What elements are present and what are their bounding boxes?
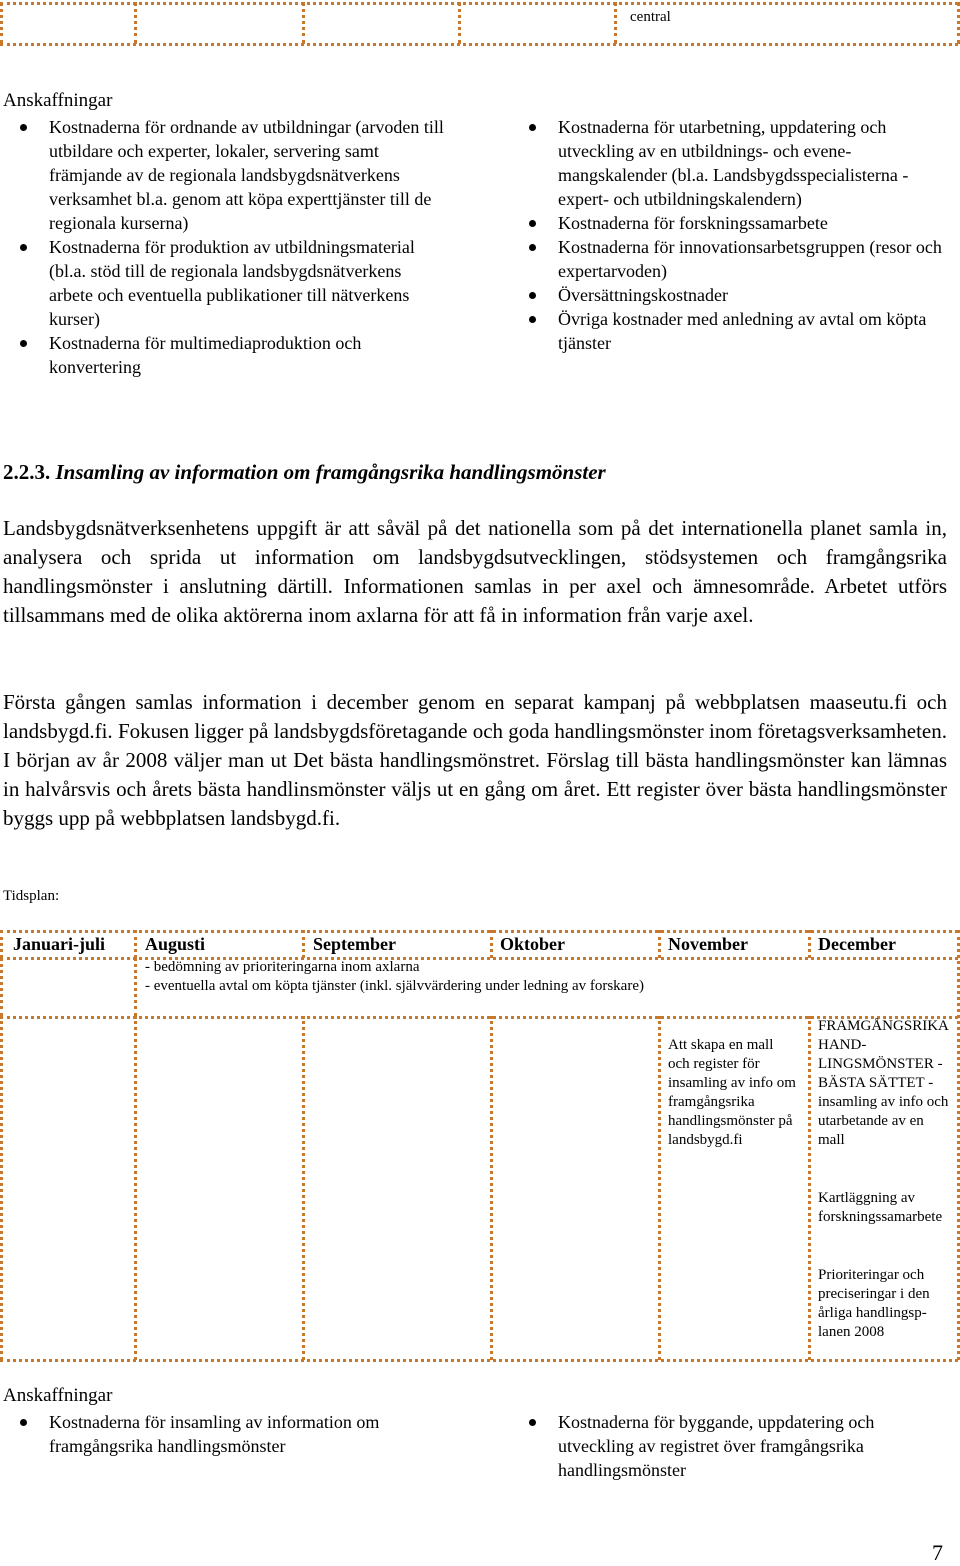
december-block-3: Prioriteringar och preciseringar i den årliga handlingsplanen 2008 — [818, 1267, 930, 1340]
month-september: September — [313, 934, 396, 954]
month-december: December — [818, 934, 896, 954]
section1-right-list — [509, 115, 949, 355]
list-item: Översättningskostnader — [509, 283, 949, 307]
table-border — [134, 957, 137, 1017]
table-border — [0, 930, 958, 933]
paragraph-1: Landsbygdsnätverksenhetens uppgift är att såväl på det nationella som på det internationella planet samla in, analysera och sprida ut information om landsbygdsutvecklingen, stödsystemen och framgångsrika handlingsmönster i anslutning därtill. Informationen samlas in per axel och ämnesområde. Arbetet utförs tillsammans med de olika aktörerna inom axlarna för att få in information från varje axel. — [3, 516, 947, 627]
december-block-1: FRAMGÅNGSRIKA HANDLINGSMÖNSTER - BÄSTA SÄTTET - insamling av info och utarbetande av en mall — [818, 1018, 949, 1148]
table-border — [658, 930, 661, 958]
section-title: Insamling av information om framgångsrika handlingsmönster — [55, 460, 606, 484]
table-border — [808, 930, 811, 958]
month-januari-juli: Januari-juli — [13, 934, 106, 954]
header-strip — [0, 0, 960, 46]
timeline-table — [0, 928, 960, 1364]
list-item: Övriga kostnader med anledning av avtal om köpta tjänster — [509, 307, 949, 355]
month-november: November — [668, 934, 748, 954]
section1-left-list — [0, 115, 445, 379]
table-border — [490, 930, 493, 958]
list-item: Kostnaderna för innovationsarbetsgruppen (resor och expertarvoden) — [509, 235, 949, 283]
table-border — [808, 1016, 811, 1360]
table-border — [0, 1016, 3, 1360]
header-divider — [0, 2, 3, 44]
month-augusti: Augusti — [145, 934, 206, 954]
table-border — [134, 930, 137, 958]
header-top-border — [0, 2, 958, 5]
table-border — [0, 957, 958, 960]
table-border — [0, 1016, 958, 1019]
list-item: Kostnaderna för forskningssamarbete — [509, 211, 949, 235]
paragraph-2: Första gången samlas information i december genom en separat kampanj på webbplatsen maaseutu.fi och landsbygd.fi. Fokusen ligger på landsbygdsföretagande och goda handlingsmönster inom företagsverksamheten. I början av år 2008 väljer man ut Det bästa handlingsmönstret. Förslag till bästa handlingsmönster kan lämnas in halvårsvis och årets bästa handlinsmönster väljs ut en gång om året. Ett register över bästa handlingsmönster byggs upp på webbplatsen landsbygd.fi. — [3, 690, 947, 830]
table-border — [658, 1016, 661, 1360]
table-border — [0, 957, 3, 1017]
list-item: Kostnaderna för insamling av information om framgångsrika handlingsmönster — [0, 1410, 445, 1458]
list-item: Kostnaderna för utarbetning, uppdatering och utveckling av en utbildnings- och evenemangskalender (bl.a. Landsbygdsspecialisterna - expert- och utbildningskalendern) — [509, 115, 949, 211]
list-item: Kostnaderna för byggande, uppdatering och utveckling av registret över framgångsrika handlingsmönster — [509, 1410, 949, 1482]
section-heading — [3, 460, 606, 485]
section1-title: Anskaffningar — [3, 90, 113, 111]
section3-title: Anskaffningar — [3, 1385, 113, 1406]
table-border — [490, 1016, 493, 1360]
november-cell: Att skapa en mall och register för insamling av info om framgångsrika handlingsmönster på landsbygd.fi — [668, 1037, 796, 1148]
header-divider — [302, 2, 305, 44]
section-number: 2.2.3. — [3, 460, 51, 484]
header-label: central — [630, 9, 671, 25]
table-border — [134, 1016, 137, 1360]
header-divider — [614, 2, 617, 44]
section3-right-list — [509, 1410, 949, 1482]
note-line-2: - eventuella avtal om köpta tjänster (inkl. självvärdering under ledning av forskare) — [145, 978, 644, 994]
table-border — [302, 1016, 305, 1360]
page-number: 7 — [932, 1540, 943, 1565]
table-border — [0, 930, 3, 958]
table-border — [0, 1359, 958, 1362]
schedule-label: Tidsplan: — [3, 888, 60, 904]
list-item: Kostnaderna för ordnande av utbildningar (arvoden till utbildare och experter, lokaler, servering samt främjande av de regionala landsbygdsnätverkens verksamhet bl.a. genom att köpa experttjänster till de regionala kurserna) — [0, 115, 445, 235]
list-item: Kostnaderna för produktion av utbildningsmaterial (bl.a. stöd till de regionala landsbygdsnätverkens arbete och eventuella publikationer till nätverkens kurser) — [0, 235, 445, 331]
december-block-2: Kartläggning av forskningssamarbete — [818, 1190, 943, 1225]
note-line-1: - bedömning av prioriteringarna inom axlarna — [145, 959, 420, 975]
section3-left-list — [0, 1410, 445, 1458]
header-divider — [458, 2, 461, 44]
month-oktober: Oktober — [500, 934, 565, 954]
list-item: Kostnaderna för multimediaproduktion och konvertering — [0, 331, 445, 379]
header-divider — [134, 2, 137, 44]
header-bottom-border — [0, 43, 958, 46]
table-border — [302, 930, 305, 958]
